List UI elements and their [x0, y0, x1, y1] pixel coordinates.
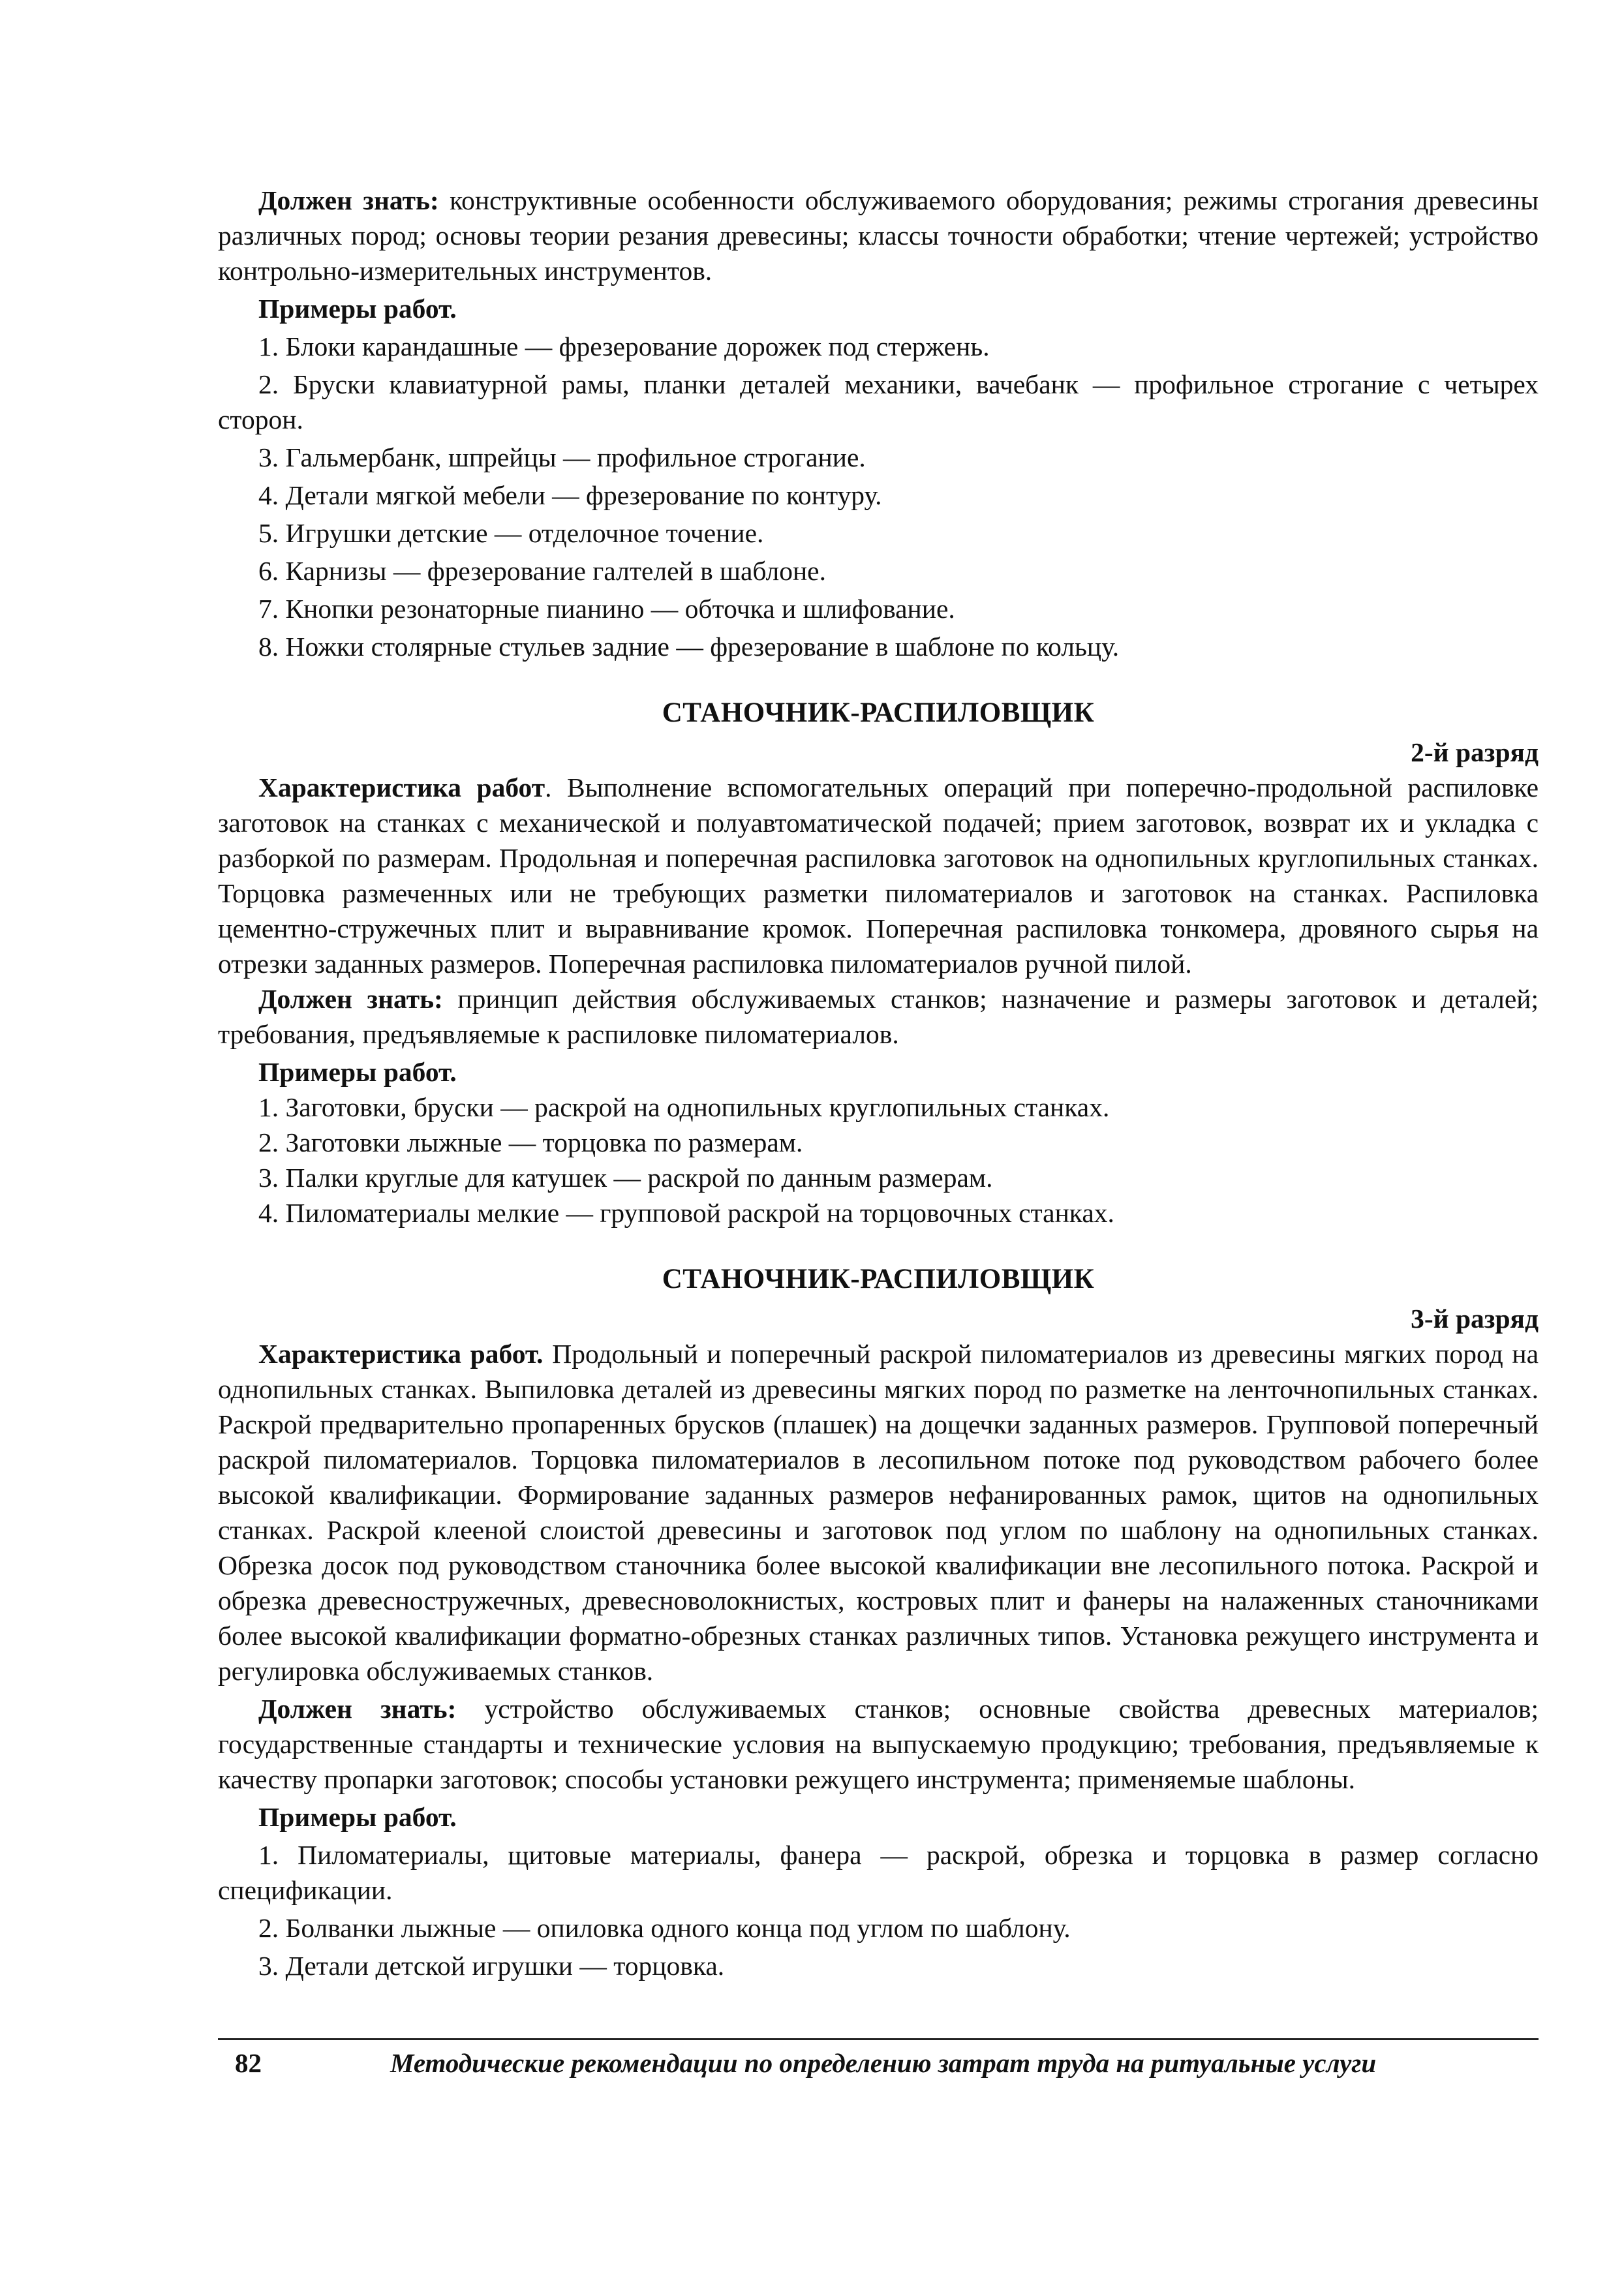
- know-label: Должен знать:: [258, 185, 439, 215]
- characteristics-text: . Выполнение вспомогательных операций при поперечно-продольной распиловке заготовок на станках с механической и полуавтоматической подачей; прием заготовок, возврат их и укладка с разборкой по размерам. Продольная и поперечная распиловка заготовок на однопильных круглопильных станках. Торцовка размеченных или не требующих разметки пиломатериалов и заготовок на станках. Распиловка цементно-стружечных плит и выравнивание кромок. Поперечная распиловка тонкомера, дровяного сырья на отрезки заданных размеров. Поперечная распиловка пиломатериалов ручной пилой.: [218, 772, 1539, 979]
- characteristics-paragraph: [218, 1336, 1539, 1688]
- know-paragraph: [218, 1691, 1539, 1797]
- example-item: 2. Бруски клавиатурной рамы, планки деталей механики, вачебанк — профильное строгание с четырех сторон.: [218, 369, 1539, 435]
- grade-label: 2-й разряд: [1411, 737, 1539, 767]
- example-item: 4. Пиломатериалы мелкие — групповой раскрой на торцовочных станках.: [258, 1198, 1114, 1228]
- know-text: принцип действия обслуживаемых станков; назначение и размеры заготовок и деталей; требования, предъявляемые к распиловке пиломатериалов.: [218, 984, 1539, 1049]
- grade-label: 3-й разряд: [1411, 1304, 1539, 1334]
- example-item: 1. Пиломатериалы, щитовые материалы, фанера — раскрой, обрезка и торцовка в размер согласно спецификации.: [218, 1840, 1539, 1905]
- intro-know-paragraph: [218, 183, 1539, 288]
- example-item: 4. Детали мягкой мебели — фрезерование по контуру.: [258, 480, 882, 510]
- example-item: 2. Болванки лыжные — опиловка одного конца под углом по шаблону.: [258, 1913, 1071, 1943]
- know-text: устройство обслуживаемых станков; основные свойства древесных материалов; государственные стандарты и технические условия на выпускаемую продукцию; требования, предъявляемые к качеству пропарки заготовок; способы установки режущего инструмента; применяемые шаблоны.: [218, 1694, 1539, 1794]
- example-item: 3. Детали детской игрушки — торцовка.: [258, 1951, 725, 1981]
- characteristics-label: Характеристика работ.: [258, 1339, 544, 1369]
- page-number: 82: [235, 2048, 262, 2078]
- know-text: конструктивные особенности обслуживаемого оборудования; режимы строгания древесины различных пород; основы теории резания древесины; классы точности обработки; чтение чертежей; устройство контрольно-измерительных инструментов.: [218, 185, 1539, 286]
- know-paragraph: [218, 981, 1539, 1052]
- example-item: 1. Блоки карандашные — фрезерование дорожек под стержень.: [258, 331, 990, 361]
- example-item: 7. Кнопки резонаторные пианино — обточка и шлифование.: [258, 594, 955, 624]
- characteristics-paragraph: [218, 770, 1539, 981]
- examples-heading: Примеры работ.: [258, 294, 457, 324]
- know-label: Должен знать:: [258, 984, 443, 1014]
- page-body: [218, 183, 1539, 1983]
- characteristics-text: Продольный и поперечный раскрой пиломатериалов из древесины мягких пород на однопильных станках. Выпиловка деталей из древесины мягких пород по разметке на ленточнопильных станках. Раскрой предварительно пропаренных брусков (плашек) на дощечки заданных размеров. Групповой поперечный раскрой пиломатериалов. Торцовка пиломатериалов в лесопильном потоке под руководством рабочего более высокой квалификации. Формирование заданных размеров нефанированных рамок, щитов на однопильных станках. Раскрой клееной слоистой древесины и заготовок под углом по шаблону на однопильных станках. Обрезка досок под руководством станочника более высокой квалификации вне лесопильного потока. Раскрой и обрезка древесностружечных, древесноволокнистых, костровых плит и фанеры на налаженных станочниками более высокой квалификации форматно-обрезных станках различных типов. Установка режущего инструмента и регулировка обслуживаемых станков.: [218, 1339, 1539, 1686]
- example-item: 8. Ножки столярные стульев задние — фрезерование в шаблоне по кольцу.: [258, 632, 1120, 662]
- running-title: Методические рекомендации по определению затрат труда на ритуальные услуги: [390, 2048, 1377, 2078]
- characteristics-label: Характеристика работ: [258, 772, 545, 802]
- example-item: 6. Карнизы — фрезерование галтелей в шаблоне.: [258, 556, 826, 586]
- example-item: 3. Гальмербанк, шпрейцы — профильное строгание.: [258, 442, 866, 472]
- section-title: СТАНОЧНИК-РАСПИЛОВЩИК: [662, 1264, 1095, 1294]
- section-title: СТАНОЧНИК-РАСПИЛОВЩИК: [662, 697, 1095, 728]
- know-label: Должен знать:: [258, 1694, 457, 1724]
- page-footer: [218, 2038, 1539, 2078]
- examples-heading: Примеры работ.: [258, 1057, 457, 1087]
- example-item: 1. Заготовки, бруски — раскрой на однопильных круглопильных станках.: [258, 1092, 1110, 1122]
- example-item: 3. Палки круглые для катушек — раскрой по данным размерам.: [258, 1163, 993, 1193]
- examples-heading: Примеры работ.: [258, 1802, 457, 1832]
- example-item: 5. Игрушки детские — отделочное точение.: [258, 518, 764, 548]
- example-item: 2. Заготовки лыжные — торцовка по размерам.: [258, 1127, 803, 1157]
